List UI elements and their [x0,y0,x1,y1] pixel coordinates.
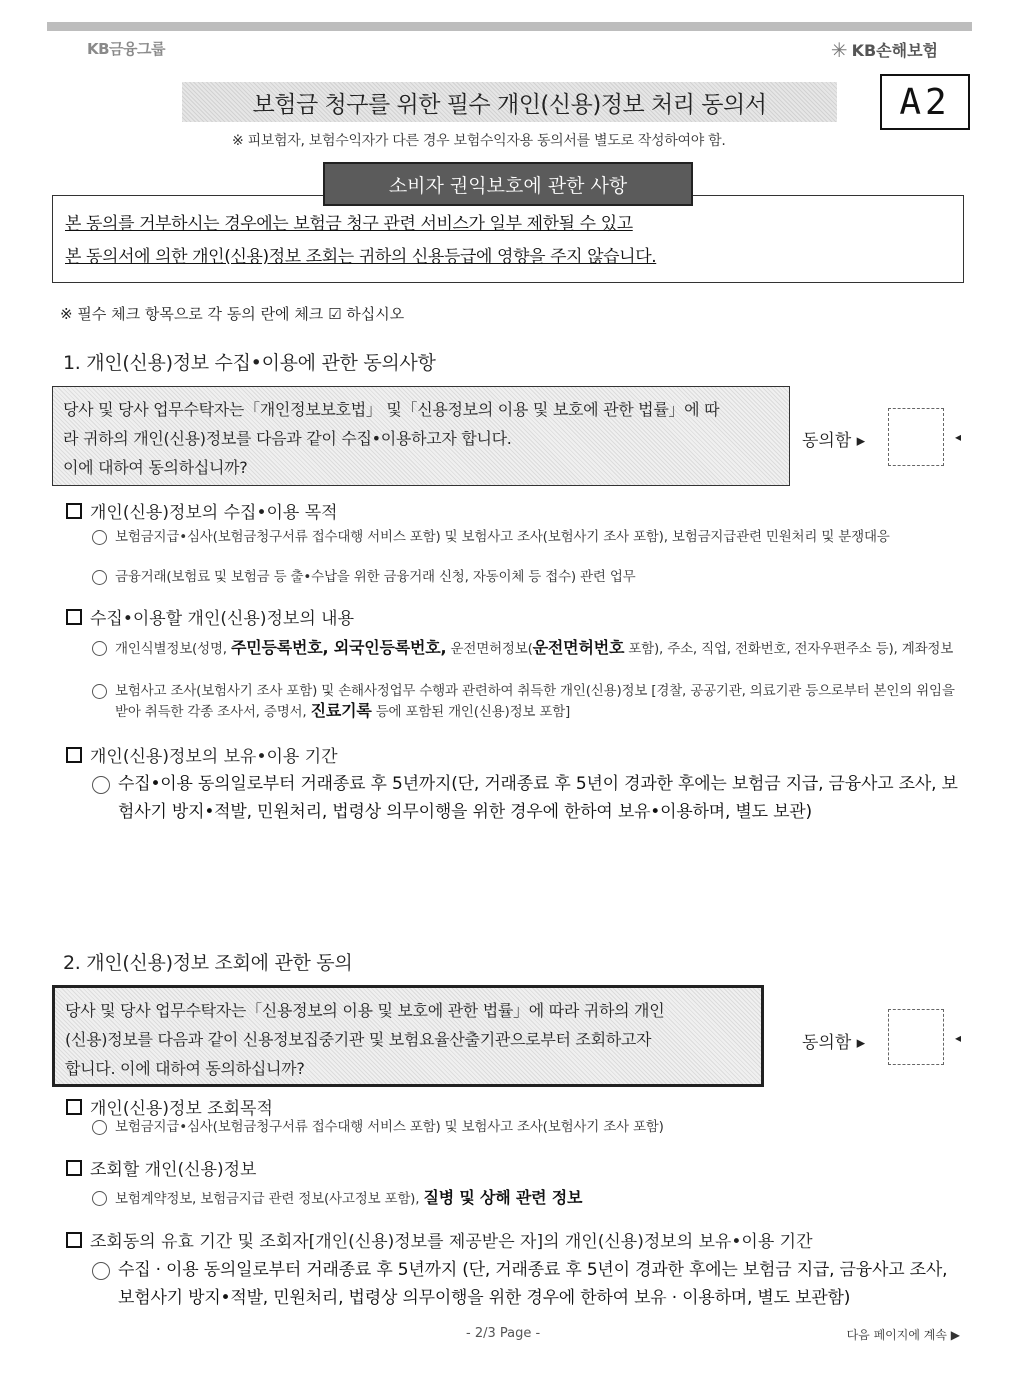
section-2-content-head: 조회할 개인(신용)정보 [66,1155,256,1180]
list-item: 보험사고 조사(보험사기 조사 포함) 및 손해사정업무 수행과 관련하여 취득한 개인(신용)정보 [경찰, 공공기관, 의료기관 등으로부터 본인의 위임을 받아 취득한 각종 조사서, 증명서, 진료기록 등에 포함된 개인(신용)정보 포함] [92,681,962,722]
emphasis-text: 주민등록번호, 외국인등록번호, [230,638,447,657]
question-line: 이에 대하여 동의하십니까? [63,458,248,477]
emphasis-text: 진료기록 [310,701,372,720]
section-1-question [52,386,790,486]
emphasis-text: 운전면허번호 [532,638,625,657]
top-rule [47,22,972,31]
list-item: 수집•이용 동의일로부터 거래종료 후 5년까지(단, 거래종료 후 5년이 경과한 후에는 보험금 지급, 금융사고 조사, 보험사기 방지•적발, 민원처리, 법령상 의무이행을 위한 경우에 한하여 보유•이용하며, 별도 보관) [92,770,962,826]
page-number: - 2/3 Page - [466,1326,541,1341]
continue-note: 다음 페이지에 계속 ▶ [846,1328,960,1342]
section-1-agree-arrow: ◂ [955,430,962,444]
list-item: 보험금지급•심사(보험금청구서류 접수대행 서비스 포함) 및 보험사고 조사(보험사기 조사 포함), 보험금지급관련 민원처리 및 분쟁대응 [92,527,962,547]
brand-logo-left: KB금융그룹 [87,40,166,58]
section-1-title: 1. 개인(신용)정보 수집•이용에 관한 동의사항 [63,352,436,374]
list-item: 금융거래(보험료 및 보험금 등 출•수납을 위한 금융거래 신청, 자동이체 등 접수) 관련 업무 [92,567,962,587]
kb-star-icon: ✳ [830,37,848,62]
question-line: 라 귀하의 개인(신용)정보를 다음과 같이 수집•이용하고자 합니다. [63,429,512,448]
consumer-notice-line-2: 본 동의서에 의한 개인(신용)정보 조회는 귀하의 신용등급에 영향을 주지 않습니다. [65,247,657,267]
document-title: 보험금 청구를 위한 필수 개인(신용)정보 처리 동의서 [182,82,837,122]
check-instruction: ※ 필수 체크 항목으로 각 동의 란에 체크 ☑ 하십시오 [60,305,405,323]
section-2-question [52,985,764,1087]
beneficiary-note: ※ 피보험자, 보험수익자가 다른 경우 보험수익자용 동의서를 별도로 작성하여야 함. [232,133,726,149]
circle-bullet-icon [92,684,107,699]
list-item: 보험계약정보, 보험금지급 관련 정보(사고정보 포함), 질병 및 상해 관련 정보 [92,1188,962,1209]
section-2-agree-arrow: ◂ [955,1031,962,1045]
square-bullet-icon [66,609,82,625]
section-1-agree-checkbox[interactable] [888,408,944,466]
emphasis-text: 질병 및 상해 관련 정보 [423,1188,583,1207]
section-1-retention-head: 개인(신용)정보의 보유•이용 기간 [66,742,338,767]
square-bullet-icon [66,1232,82,1248]
question-line: (신용)정보를 다음과 같이 신용정보집중기관 및 보험요율산출기관으로부터 조회하고자 [65,1030,652,1049]
list-item: 보험금지급•심사(보험금청구서류 접수대행 서비스 포함) 및 보험사고 조사(보험사기 조사 포함) [92,1117,962,1137]
square-bullet-icon [66,1099,82,1115]
circle-bullet-icon [92,1191,107,1206]
section-1-purpose-head: 개인(신용)정보의 수집•이용 목적 [66,498,338,523]
section-2-retention-head: 조회동의 유효 기간 및 조회자[개인(신용)정보를 제공받은 자]의 개인(신용)정보의 보유•이용 기간 [66,1227,813,1252]
consumer-notice-line-1: 본 동의를 거부하시는 경우에는 보험금 청구 관련 서비스가 일부 제한될 수 있고 [65,214,633,234]
list-item: 수집 · 이용 동의일로부터 거래종료 후 5년까지 (단, 거래종료 후 5년이 경과한 후에는 보험금 지급, 금융사고 조사, 보험사기 방지•적발, 민원처리, 법령상 의무이행을 위한 경우에 한하여 보유 · 이용하며, 별도 보관함) [92,1256,962,1312]
question-line: 당사 및 당사 업무수탁자는「신용정보의 이용 및 보호에 관한 법률」에 따라 귀하의 개인 [65,1001,665,1020]
square-bullet-icon [66,1160,82,1176]
square-bullet-icon [66,747,82,763]
circle-bullet-icon [92,1120,107,1135]
circle-bullet-icon [92,641,107,656]
brand-logo-right [831,38,938,61]
section-2-purpose-head: 개인(신용)정보 조회목적 [66,1094,273,1119]
document-code: A2 [880,74,970,130]
question-line: 당사 및 당사 업무수탁자는「개인정보보호법」 및「신용정보의 이용 및 보호에 관한 법률」에 따 [63,400,720,419]
circle-bullet-icon [92,776,110,794]
brand-name: KB손해보험 [851,41,938,60]
square-bullet-icon [66,503,82,519]
section-2-title: 2. 개인(신용)정보 조회에 관한 동의 [63,952,353,974]
circle-bullet-icon [92,1262,110,1280]
section-2-agree-label: 동의함 ▸ [802,1033,866,1053]
list-item: 개인식별정보(성명, 주민등록번호, 외국인등록번호, 운전면허정보(운전면허번호 포함), 주소, 직업, 전화번호, 전자우편주소 등), 계좌정보 [92,638,962,659]
circle-bullet-icon [92,570,107,585]
question-line: 합니다. 이에 대하여 동의하십니까? [65,1059,305,1078]
circle-bullet-icon [92,530,107,545]
section-1-agree-label: 동의함 ▸ [802,431,866,451]
section-1-content-head: 수집•이용할 개인(신용)정보의 내용 [66,604,354,629]
section-2-agree-checkbox[interactable] [888,1009,944,1065]
consumer-notice-label: 소비자 권익보호에 관한 사항 [323,162,693,206]
